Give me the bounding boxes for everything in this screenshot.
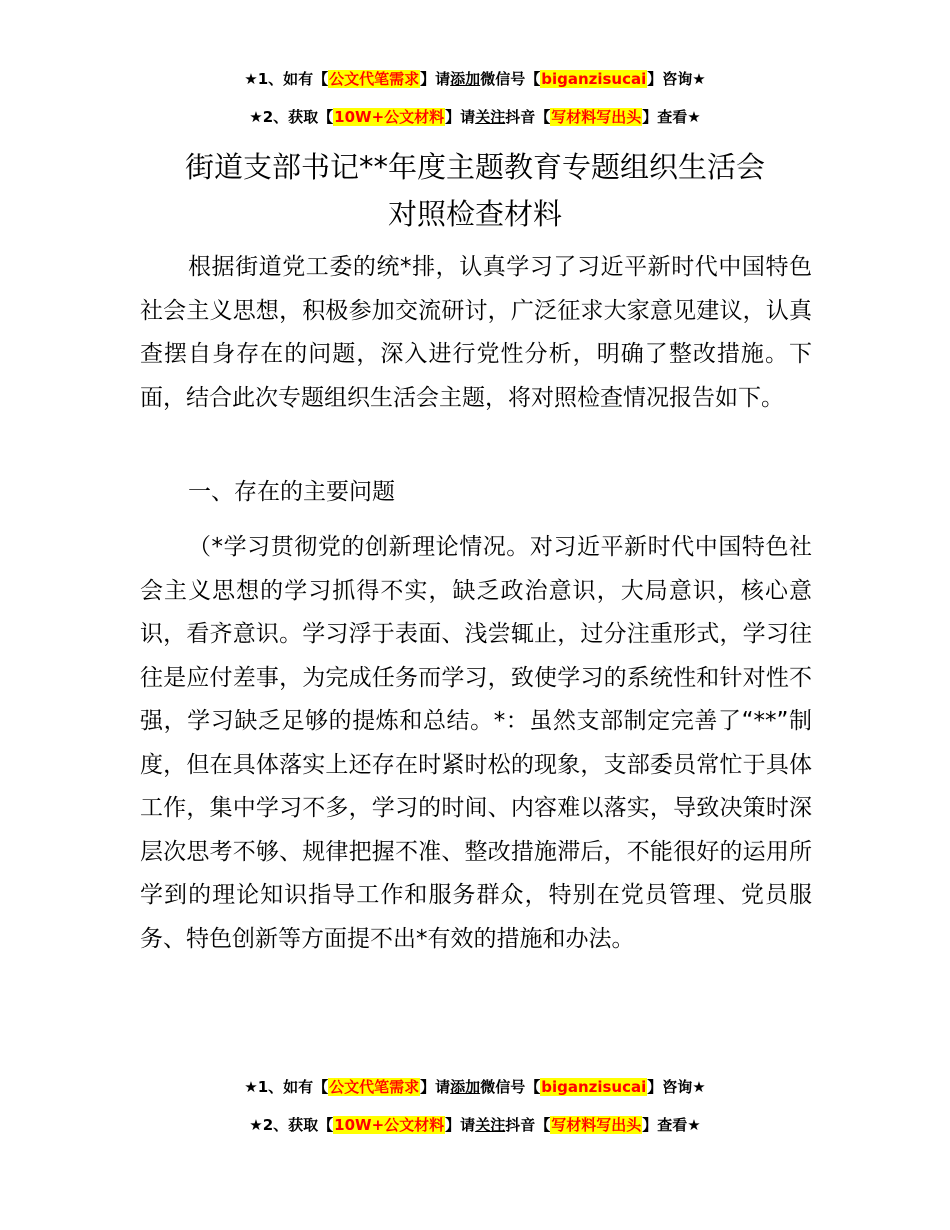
promo-text: 微信号【: [480, 1078, 541, 1096]
highlight-service: 公文代笔需求: [329, 70, 420, 88]
highlight-materials: 10W+公文材料: [334, 1116, 445, 1134]
star-icon: ★: [244, 1078, 258, 1096]
promo-text: 】查看: [642, 108, 688, 126]
promo-text: 】请: [445, 1116, 476, 1134]
promo-text: 微信号【: [480, 70, 541, 88]
star-icon: ★: [692, 70, 706, 88]
promo-text: 】咨询: [647, 70, 693, 88]
promo-line-2-top: [0, 106, 950, 128]
underlined-follow: 关注: [475, 1116, 506, 1134]
star-icon: ★: [687, 108, 701, 126]
document-title-line-1: 街道支部书记**年度主题教育专题组织生活会: [184, 150, 765, 184]
promo-text: 1、如有【: [257, 70, 329, 88]
promo-line-2-bottom: [0, 1114, 950, 1136]
promo-text: 】请: [445, 108, 476, 126]
promo-line-1-bottom: [0, 1076, 950, 1098]
highlight-wechat-id: biganzisucai: [541, 70, 647, 88]
intro-paragraph: 根据街道党工委的统*排，认真学习了习近平新时代中国特色社会主义思想，积极参加交流研讨，广泛征求大家意见建议，认真查摆自身存在的问题，深入进行党性分析，明确了整改措施。下面，结合此次专题组织生活会主题，将对照检查情况报告如下。: [140, 254, 812, 411]
promo-text: 】咨询: [647, 1078, 693, 1096]
star-icon: ★: [244, 70, 258, 88]
highlight-douyin-account: 写材料写出头: [551, 1116, 642, 1134]
section-paragraph: （*学习贯彻党的创新理论情况。对习近平新时代中国特色社会主义思想的学习抓得不实，缺乏政治意识，大局意识，核心意识，看齐意识。学习浮于表面、浅尝辄止，过分注重形式，学习往往是应付差事，为完成任务而学习，致使学习的系统性和针对性不强，学习缺乏足够的提炼和总结。*：虽然支部制定完善了“**”制度，但在具体落实上还存在时紧时松的现象，支部委员常忙于具体工作，集中学习不多，学习的时间、内容难以落实，导致决策时深层次思考不够、规律把握不准、整改措施滞后，不能很好的运用所学到的理论知识指导工作和服务群众，特别在党员管理、党员服务、特色创新等方面提不出*有效的措施和办法。: [140, 534, 812, 952]
promo-text: 1、如有【: [257, 1078, 329, 1096]
star-icon: ★: [249, 108, 263, 126]
promo-text: 】请: [420, 70, 451, 88]
document-title-line-2: 对照检查材料: [387, 197, 562, 231]
promo-text: 】请: [420, 1078, 451, 1096]
underlined-add: 添加: [450, 1078, 481, 1096]
underlined-follow: 关注: [475, 108, 506, 126]
star-icon: ★: [687, 1116, 701, 1134]
section-heading: 一、存在的主要问题: [188, 479, 395, 505]
promo-text: 2、获取【: [262, 108, 334, 126]
star-icon: ★: [249, 1116, 263, 1134]
promo-text: 抖音【: [505, 1116, 551, 1134]
underlined-add: 添加: [450, 70, 481, 88]
highlight-wechat-id: biganzisucai: [541, 1078, 647, 1096]
highlight-douyin-account: 写材料写出头: [551, 108, 642, 126]
promo-text: 2、获取【: [262, 1116, 334, 1134]
highlight-materials: 10W+公文材料: [334, 108, 445, 126]
promo-text: 】查看: [642, 1116, 688, 1134]
highlight-service: 公文代笔需求: [329, 1078, 420, 1096]
promo-text: 抖音【: [505, 108, 551, 126]
promo-line-1-top: [0, 68, 950, 90]
star-icon: ★: [692, 1078, 706, 1096]
